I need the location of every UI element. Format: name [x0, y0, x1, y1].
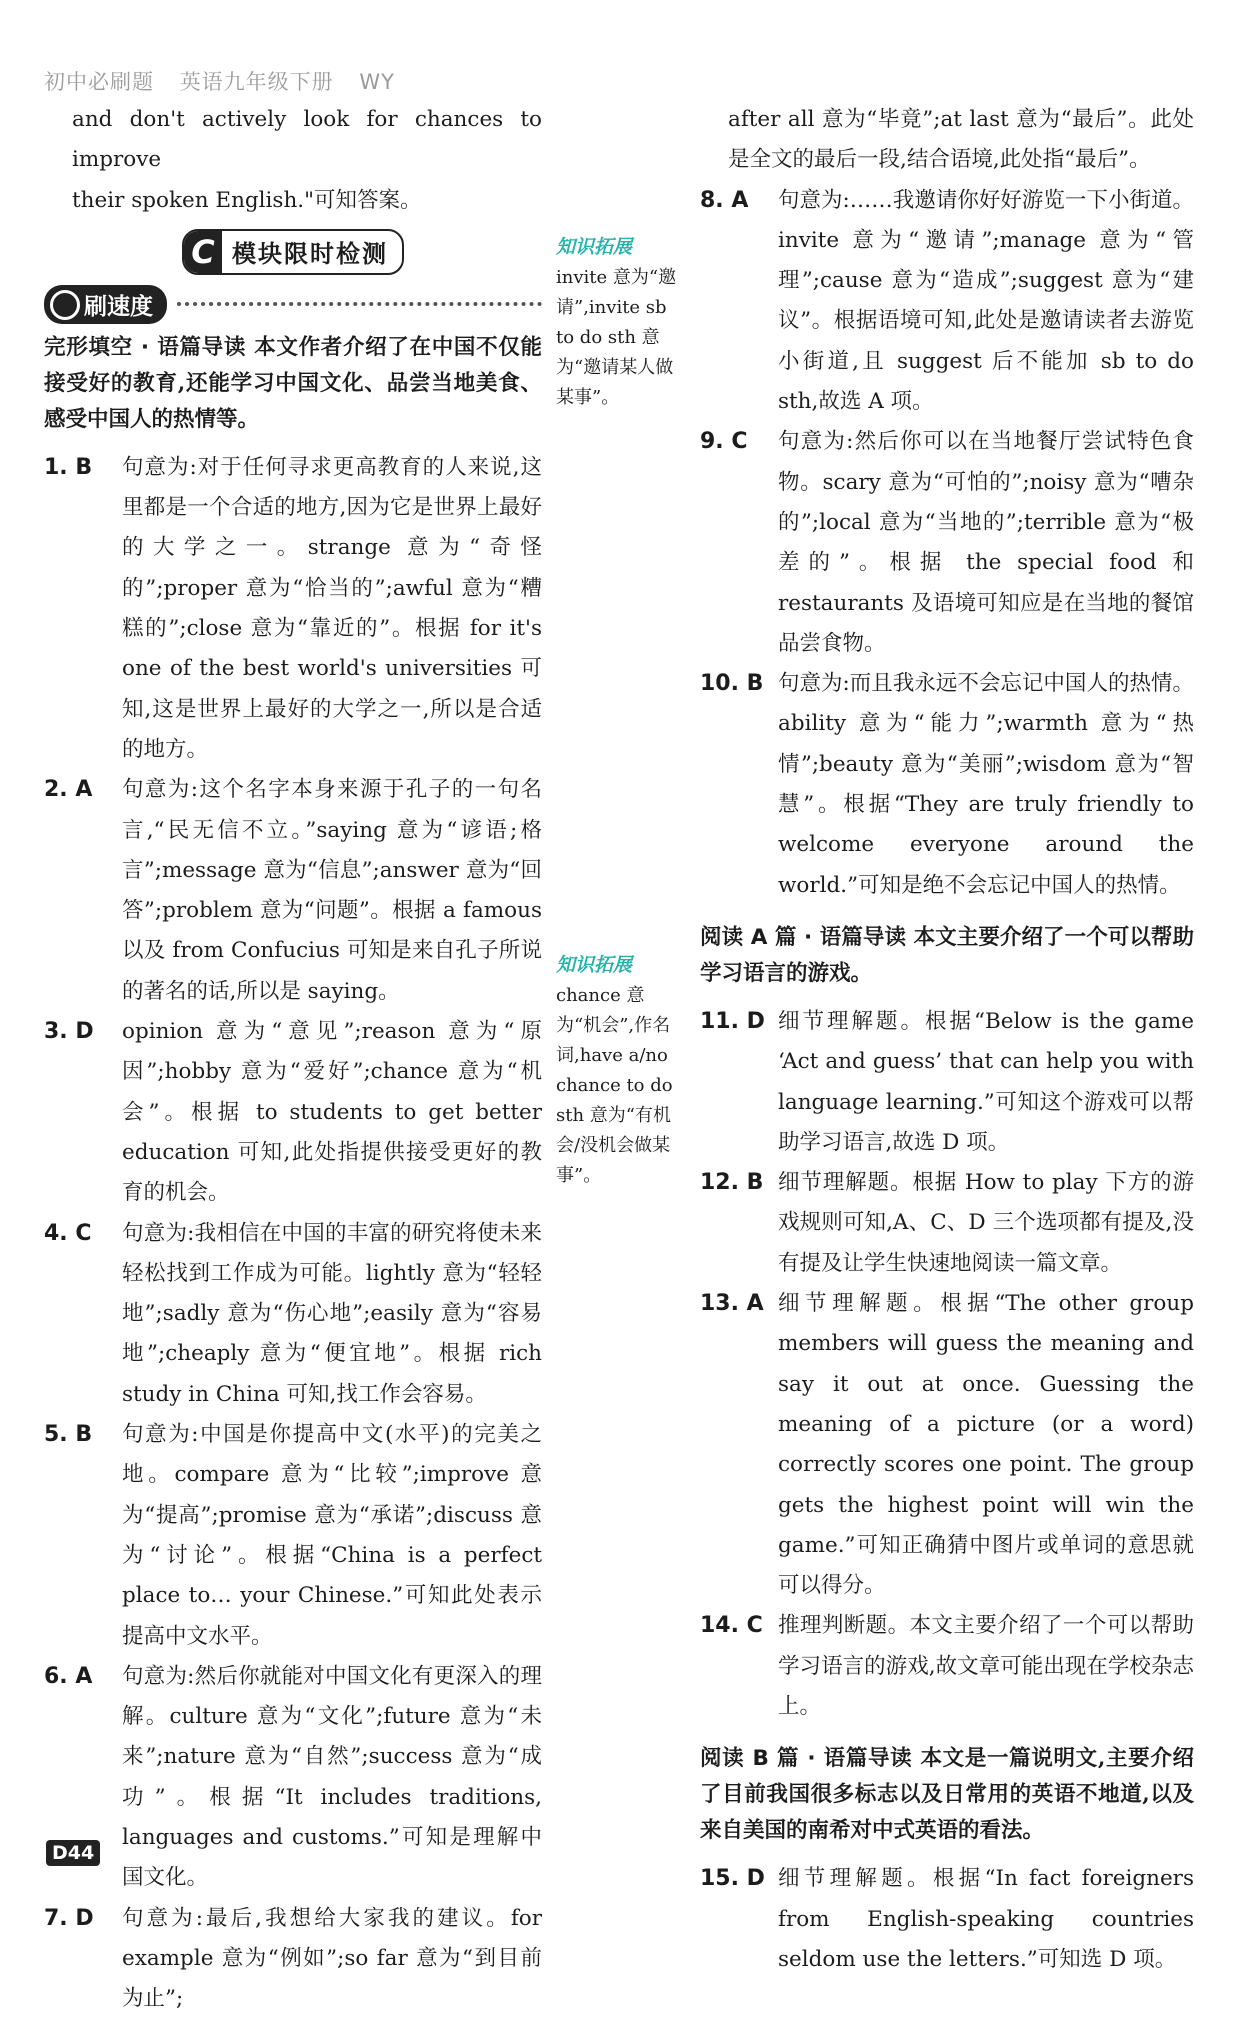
answer-number: 4. C: [44, 1220, 92, 1246]
left-intro-line-2: their spoken English."可知答案。: [72, 187, 422, 213]
answer-text: 句意为:最后,我想给大家我的建议。for example 意为“例如”;so far 意为“到目前为止”;: [122, 1905, 542, 2012]
answer-5: [44, 1415, 542, 1657]
reading-a-guide: [700, 920, 1194, 992]
answer-text: 句意为:然后你可以在当地餐厅尝试特色食物。scary 意为“可怕的”;noisy 意为“嘈杂的”;local 意为“当地的”;terrible 意为“极差的”。根据 the special food 和 restaurants 及语境可知应是在当地的餐馆品尝食物。: [778, 429, 1194, 656]
knowledge-tip-1: [556, 232, 684, 413]
banner-letter: C: [184, 231, 222, 273]
subject-title: 英语九年级下册: [179, 70, 334, 94]
answer-number: 10. B: [700, 671, 764, 697]
answer-3: [44, 1012, 542, 1213]
answer-text: 推理判断题。本文主要介绍了一个可以帮助学习语言的游戏,故文章可能出现在学校杂志上。: [778, 1613, 1194, 1719]
answer-number: 1. B: [44, 454, 93, 480]
reading-b-guide-label: 阅读 B 篇 · 语篇导读: [700, 1746, 913, 1772]
tip-title: 知识拓展: [556, 954, 633, 976]
answer-text: 句意为:然后你就能对中国文化有更深入的理解。culture 意为“文化”;future 意为“未来”;nature 意为“自然”;success 意为“成功”。根据“It includes traditions, languages and customs.”可知是理解中国文化。: [122, 1663, 542, 1891]
tip-text: invite 意为“邀请”,invite sb to do sth 意为“邀请某人做某事”。: [556, 267, 677, 408]
knowledge-tip-2: [556, 950, 684, 1191]
answer-text: 细节理解题。根据“Below is the game ‘Act and guess’ that can help you with language learning.”可知这个游戏可以帮助学习语言,故选 D 项。: [778, 1008, 1194, 1155]
answer-number: 2. A: [44, 777, 93, 803]
answer-text: 细节理解题。根据“In fact foreigners from English-speaking countries seldom use the letters.”可知选 D 项。: [778, 1866, 1194, 1972]
right-column: [700, 100, 1194, 1980]
speed-label: 刷速度: [84, 293, 153, 320]
answer-13: [700, 1284, 1194, 1606]
reading-b-guide: [700, 1741, 1194, 1849]
answer-7: [44, 1899, 542, 2019]
answer-12: [700, 1163, 1194, 1284]
answer-6: [44, 1657, 542, 1899]
answer-text: 句意为:中国是你提高中文(水平)的完美之地。compare 意为“比较”;improve 意为“提高”;promise 意为“承诺”;discuss 意为“讨论”。根据“China is a perfect place to… your Chinese.”可知此处表示提高中文水平。: [122, 1422, 542, 1649]
answer-1: [44, 448, 542, 770]
reading-a-guide-label: 阅读 A 篇 · 语篇导读: [700, 924, 907, 950]
answer-number: 3. D: [44, 1019, 94, 1045]
dotted-divider: [177, 302, 542, 306]
left-column: [44, 100, 542, 2019]
cloze-guide-label: 完形填空 · 语篇导读: [44, 334, 247, 360]
answer-text: 句意为:而且我永远不会忘记中国人的热情。ability 意为“能力”;warmth 意为“热情”;beauty 意为“美丽”;wisdom 意为“智慧”。根据“They are truly friendly to welcome everyone around the world.”可知是绝不会忘记中国人的热情。: [778, 671, 1194, 898]
answer-number: 13. A: [700, 1291, 764, 1317]
answer-11: [700, 1002, 1194, 1163]
banner-text: 模块限时检测: [232, 240, 388, 269]
left-intro-line-1: and don't actively look for chances to improve: [72, 107, 542, 173]
answer-4: [44, 1214, 542, 1415]
answer-text: 句意为:对于任何寻求更高教育的人来说,这里都是一个合适的地方,因为它是世界上最好的大学之一。strange 意为“奇怪的”;proper 意为“恰当的”;awful 意为“糟糕的”;close 意为“靠近的”。根据 for it's one of the best world's universities 可知,这是世界上最好的大学之一,所以是合适的地方。: [122, 454, 542, 762]
answer-text: 细节理解题。根据 How to play 下方的游戏规则可知,A、C、D 三个选项都有提及,没有提及让学生快速地阅读一篇文章。: [778, 1170, 1194, 1276]
answer-number: 5. B: [44, 1422, 93, 1448]
answer-9: [700, 422, 1194, 664]
answer-text: 句意为:……我邀请你好好游览一下小街道。invite 意为“邀请”;manage 意为“管理”;cause 意为“造成”;suggest 意为“建议”。根据语境可知,此处是邀请读者去游览小街道,且 suggest 后不能加 sb to do sth,故选 A 项。: [778, 187, 1194, 415]
answer-10: [700, 664, 1194, 906]
answer-text: opinion 意为“意见”;reason 意为“原因”;hobby 意为“爱好”;chance 意为“机会”。根据 to students to get better education 可知,此处指提供接受更好的教育的机会。: [122, 1019, 542, 1206]
answer-text: 句意为:我相信在中国的丰富的研究将使未来轻松找到工作成为可能。lightly 意为“轻轻地”;sadly 意为“伤心地”;easily 意为“容易地”;cheaply 意为“便宜地”。根据 rich study in China 可知,找工作会容易。: [122, 1220, 542, 1407]
answer-number: 12. B: [700, 1170, 764, 1196]
answer-number: 7. D: [44, 1905, 94, 1931]
reading-b-guide-text: 本文是一篇说明文,主要介绍了目前我国很多标志以及日常用的英语不地道,以及来自美国的南希对中式英语的看法。: [700, 1746, 1194, 1844]
answer-number: 9. C: [700, 429, 748, 455]
section-banner: [44, 229, 542, 275]
answer-2: [44, 770, 542, 1012]
answer-number: 11. D: [700, 1008, 765, 1034]
answer-number: 15. D: [700, 1866, 765, 1892]
tip-text: chance 意为“机会”,作名词,have a/no chance to do sth 意为“有机会/没机会做某事”。: [556, 985, 673, 1186]
book-title: 初中必刷题: [44, 70, 154, 94]
edition-label: WY: [359, 70, 395, 94]
speed-heading: [44, 285, 542, 324]
cloze-guide: [44, 330, 542, 438]
answer-14: [700, 1606, 1194, 1727]
reading-a-guide-text: 本文主要介绍了一个可以帮助学习语言的游戏。: [700, 924, 1194, 986]
answer-15: [700, 1859, 1194, 1980]
page-number: D44: [46, 1840, 100, 1866]
answer-8: [700, 181, 1194, 423]
answer-number: 6. A: [44, 1663, 93, 1689]
page-header: [44, 66, 413, 96]
answer-number: 8. A: [700, 187, 749, 213]
answer-text: 句意为:这个名字本身来源于孔子的一句名言,“民无信不立。”saying 意为“谚语;格言”;message 意为“信息”;answer 意为“回答”;problem 意为“问题”。根据 a famous 以及 from Confucius 可知是来自孔子所说的著名的话,所以是 saying。: [122, 777, 542, 1004]
right-intro: after all 意为“毕竟”;at last 意为“最后”。此处是全文的最后一段,结合语境,此处指“最后”。: [728, 107, 1194, 173]
answer-number: 14. C: [700, 1613, 763, 1639]
cloze-guide-text: 本文作者介绍了在中国不仅能接受好的教育,还能学习中国文化、品尝当地美食、感受中国人的热情等。: [44, 334, 542, 432]
stopwatch-icon: [50, 290, 80, 320]
tip-title: 知识拓展: [556, 236, 633, 258]
answer-text: 细节理解题。根据“The other group members will guess the meaning and say it out at once. Guessing the meaning of a picture (or a word) correctly scores one point. The group gets the highest point will win the game.”可知正确猜中图片或单词的意思就可以得分。: [778, 1291, 1194, 1599]
